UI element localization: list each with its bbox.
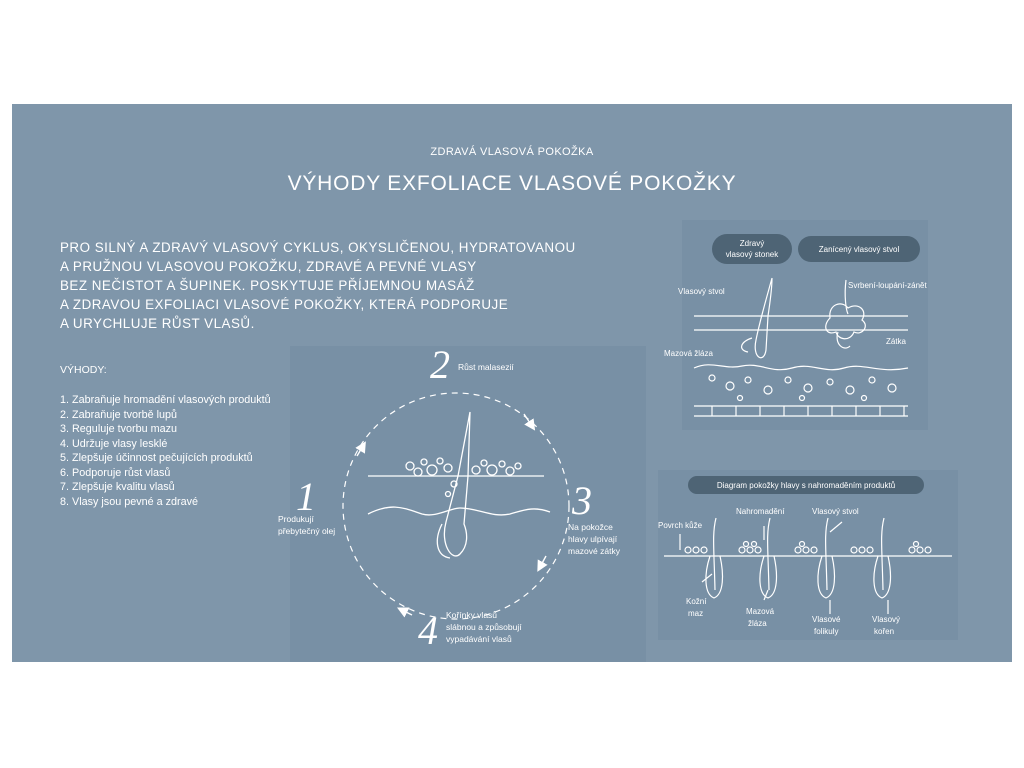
label-follicles: Vlasové <box>812 615 841 624</box>
benefit-item: 3. Reguluje tvorbu mazu <box>60 423 178 435</box>
benefit-item: 1. Zabraňuje hromadění vlasových produktů <box>60 394 271 406</box>
step-label: vypadávání vlasů <box>446 634 512 644</box>
benefit-item: 7. Zlepšuje kvalitu vlasů <box>60 481 175 493</box>
intro-line: A PRUŽNOU VLASOVOU POKOŽKU, ZDRAVÉ A PEVNÉ VLASY <box>60 259 477 274</box>
step-label: Růst malasezií <box>458 362 514 372</box>
benefit-item: 6. Podporuje růst vlasů <box>60 466 171 479</box>
step-label: mazové zátky <box>568 546 620 556</box>
step-label: hlavy ulpívají <box>568 534 618 544</box>
intro-line: PRO SILNÝ A ZDRAVÝ VLASOVÝ CYKLUS, OKYSLIČENOU, HYDRATOVANOU <box>60 240 576 255</box>
tag-inflamed-label: Zanícený vlasový stvol <box>818 245 900 254</box>
buildup-diagram <box>12 104 1012 662</box>
benefit-item: 2. Zabraňuje tvorbě lupů <box>60 408 178 421</box>
label-skin-surface: Povrch kůže <box>658 521 703 530</box>
benefit-item: 5. Zlepšuje účinnost pečujících produktů <box>60 452 253 464</box>
intro-line: A URYCHLUJE RŮST VLASŮ. <box>60 316 255 331</box>
label-buildup-hair-shaft: Vlasový stvol <box>812 507 859 516</box>
label-gland: žláza <box>748 619 767 628</box>
label-sebaceous-gland: Mazová žláza <box>664 349 713 358</box>
step-label: přebytečný olej <box>278 526 336 536</box>
step-label: slábnou a způsobují <box>446 622 522 632</box>
label-root: kořen <box>874 627 895 636</box>
infographic-panel <box>12 104 1012 662</box>
step-number: 4 <box>418 608 438 653</box>
step-label: Na pokožce <box>568 522 613 532</box>
page-title: VÝHODY EXFOLIACE VLASOVÉ POKOŽKY <box>287 172 737 195</box>
label-itch: Svrbení-loupání-zánět <box>848 281 927 290</box>
label-follicles: folikuly <box>814 627 839 636</box>
step-number: 1 <box>296 474 316 519</box>
buildup-title: Diagram pokožky hlavy s nahromaděním produktů <box>716 481 896 490</box>
intro-line: A ZDRAVOU EXFOLIACI VLASOVÉ POKOŽKY, KTERÁ PODPORUJE <box>60 297 509 312</box>
benefit-item: 4. Udržuje vlasy lesklé <box>60 437 168 450</box>
label-plug: Zátka <box>886 337 907 346</box>
buildup-illustration <box>664 518 952 614</box>
label-skin-oil: Kožní <box>686 597 707 606</box>
benefit-item: 8. Vlasy jsou pevné a zdravé <box>60 495 199 508</box>
label-root: Vlasový <box>872 615 901 624</box>
tag-healthy-line: vlasový stonek <box>725 250 779 259</box>
step-label: Produkují <box>278 514 314 524</box>
step-label: Kořínky vlasů <box>446 610 498 620</box>
label-hair-shaft: Vlasový stvol <box>678 287 725 296</box>
intro-line: BEZ NEČISTOT A ŠUPINEK. POSKYTUJE PŘÍJEMNOU MASÁŽ <box>60 278 475 293</box>
label-gland: Mazová <box>746 607 775 616</box>
label-skin-oil: maz <box>688 609 704 618</box>
step-number: 3 <box>572 478 592 523</box>
benefits-heading: VÝHODY: <box>60 364 107 376</box>
label-buildup: Nahromadění <box>736 507 785 516</box>
step-number: 2 <box>430 342 450 387</box>
tag-healthy-line: Zdravý <box>739 239 765 248</box>
kicker-text: ZDRAVÁ VLASOVÁ POKOŽKA <box>430 146 594 158</box>
